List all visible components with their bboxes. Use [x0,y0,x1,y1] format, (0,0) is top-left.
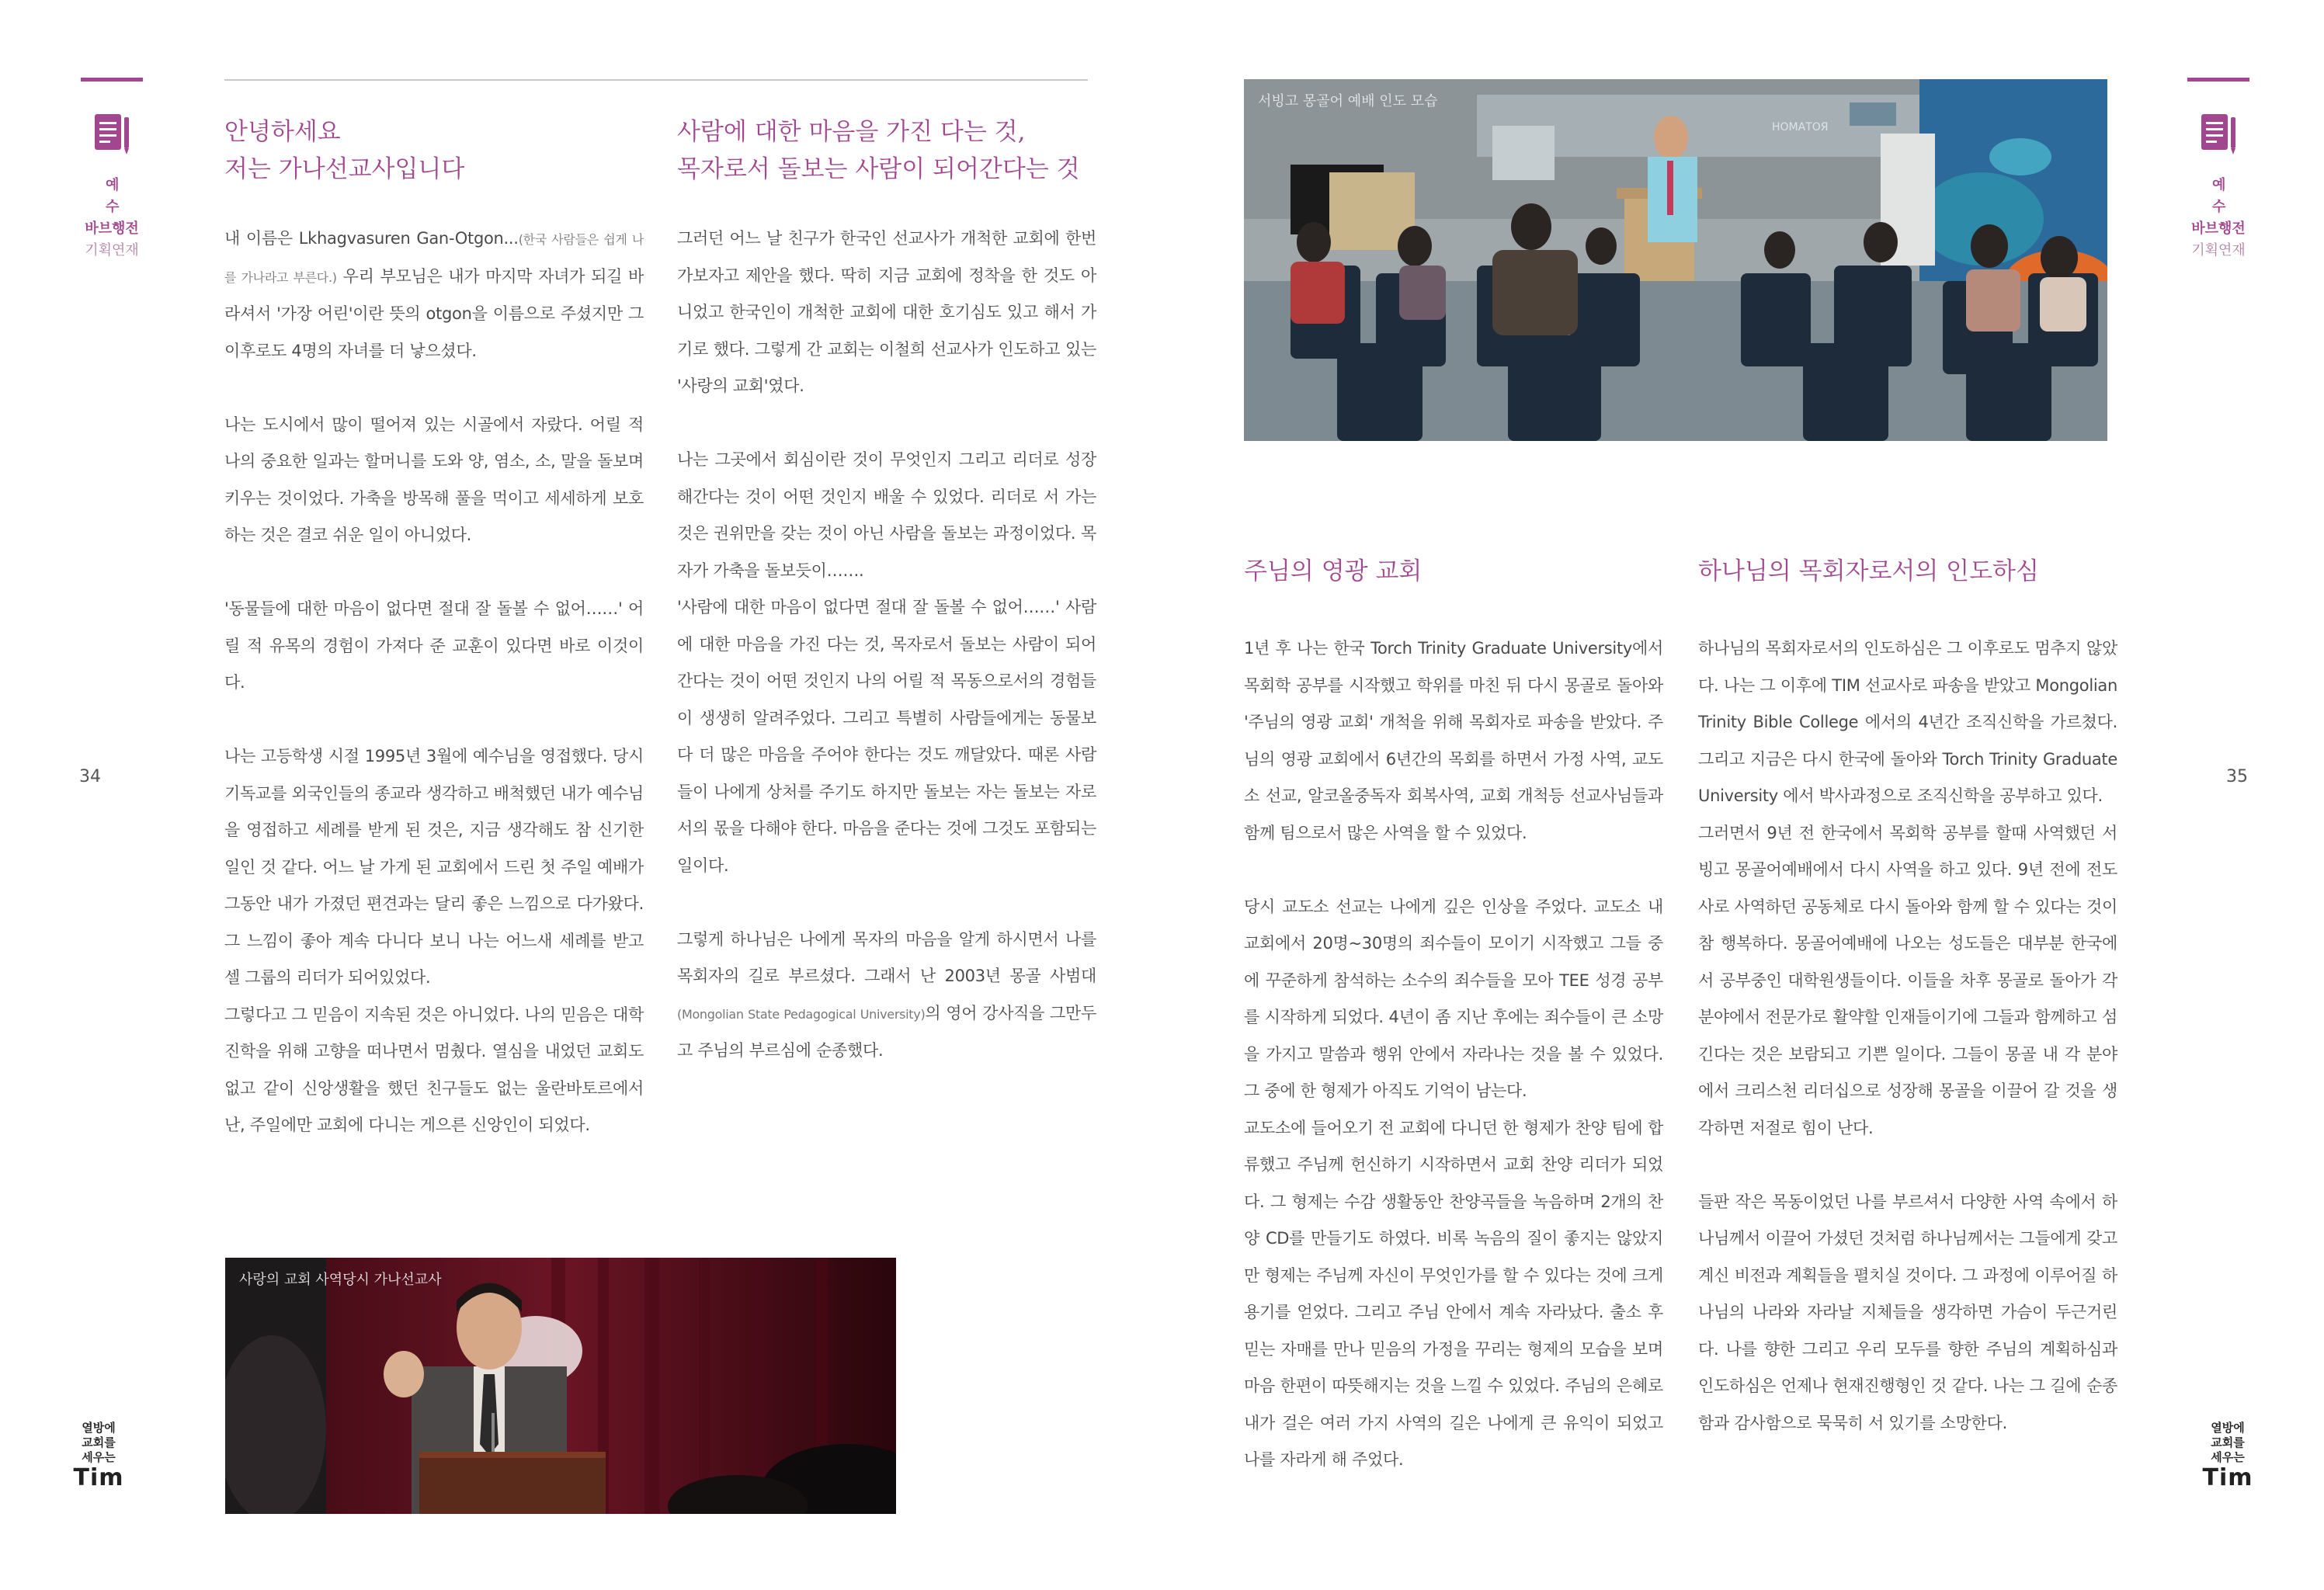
page-number-left: 34 [79,767,101,786]
paragraph-text: 내 이름은 Lkhagvasuren Gan-Otgon... [224,229,519,248]
series-tab-line2: 바브행전 [85,220,139,237]
brand-line3: 세우는 [82,1450,116,1464]
document-pen-icon [2200,113,2237,161]
paragraph: '동물들에 대한 마음이 없다면 절대 잘 돌볼 수 없어……' 어릴 적 유목의 경험이 가져다 준 교훈이 있다면 바로 이것이다. [224,599,644,692]
paragraph: 1년 후 나는 한국 Torch Trinity Graduate University에서 목회학 공부를 시작했고 학위를 마친 뒤 다시 몽골로 돌아와 '주님의 영광 교회' 개척을 위해 목회자로 파송을 받았다. 주님의 영광 교회에서 6년간의 목회를 하면서 가정 사역, 교도소 선교, 알코올중독자 회복사역, 교회 개척등 선교사님들과 함께 팀으로서 많은 사역을 할 수 있었다. [1244,639,1663,842]
section-title-caring [677,113,1096,188]
left-column-2 [677,113,1096,1070]
brand-tim-logo: Tim [73,1464,124,1491]
brand-line2: 교회를 [2211,1436,2245,1449]
paragraph: 그렇다고 그 믿음이 지속된 것은 아니었다. 나의 믿음은 대학 진학을 위해 고향을 떠나면서 멈췄다. 열심을 내었던 교회도 없고 같이 신앙생활을 했던 친구들도 없는 울란바토르에서 난, 주일에만 교회에 다니는 게으른 신앙인이 되었다. [224,1005,644,1134]
series-tab-line1: 예수 [106,177,144,215]
paragraph: 당시 교도소 선교는 나에게 깊은 인상을 주었다. 교도소 내 교회에서 20명~30명의 죄수들이 모이기 시작했고 그들 중에 꾸준하게 참석하는 소수의 죄수들을 모아 TEE 성경 공부를 시작하게 되었다. 4년이 좀 지난 후에는 죄수들이 큰 소망을 가지고 말씀과 행위 안에서 자라나는 것을 볼 수 있었다. 그 중에 한 형제가 아직도 기억이 남는다. [1244,897,1663,1100]
section-title-caring-line1: 사람에 대한 마음을 가진 다는 것, [677,118,1026,146]
header-rule [224,79,1088,81]
paragraph: 나는 고등학생 시절 1995년 3월에 예수님을 영접했다. 당시 기독교를 외국인들의 종교라 생각하고 배척했던 내가 예수님을 영접하고 세례를 받게 된 것은, 지금 생각해도 참 신기한 일인 것 같다. 어느 날 가게 된 교회에서 드린 첫 주일 예배가 그동안 내가 가졌던 편견과는 달리 좋은 느낌으로 다가왔다. 그 느낌이 좋아 계속 다니다 보니 나는 어느새 세례를 받고 셀 그룹의 리더가 되어있었다. [224,747,644,987]
paragraph [677,922,1096,1070]
series-tab-line3: 기획연재 [2191,242,2246,259]
paragraph: 나는 그곳에서 회심이란 것이 무엇인지 그리고 리더로 성장해간다는 것이 어떤 것인지 배울 수 있었다. 리더로 서 가는 것은 권위만을 갖는 것이 아닌 사람을 돌보는 과정이었다. 목자가 가축을 돌보듯이……. [677,450,1096,580]
section-title-caring-line2: 목자로서 돌보는 사람이 되어간다는 것 [677,155,1080,183]
paragraph-note: (한국 사람들은 쉽게 나를 가나라고 부른다.) [224,232,644,285]
left-column-1 [224,113,644,1144]
photo-caption-right: 서빙고 몽골어 예배 인도 모습 [1258,93,1438,109]
document-pen-icon [93,113,130,161]
brand-line1: 열방에 [82,1421,116,1435]
page-number-right: 35 [2226,767,2248,786]
photo-worship-image [1244,79,2107,441]
section-title-guidance: 하나님의 목회자로서의 인도하심 [1698,557,2039,585]
paragraph: 그러던 어느 날 친구가 한국인 선교사가 개척한 교회에 한번 가보자고 제안을 했다. 딱히 지금 교회에 정착을 한 것도 아니었고 한국인이 개척한 교회에 대한 호기심도 있고 해서 가기로 했다. 그렇게 간 교회는 이철희 선교사가 인도하고 있는 '사랑의 교회'였다. [677,229,1096,395]
section-title-intro-line1: 안녕하세요 [224,118,341,146]
series-tab-bar [2187,78,2249,82]
paragraph-text: 의 영어 강사직을 그만두고 주님의 부르심에 순종했다. [677,1003,1096,1060]
photo-preacher [225,1258,896,1514]
paragraph-text: 그렇게 하나님은 나에게 목자의 마음을 알게 하시면서 나를 목회자의 길로 부르셨다. 그래서 난 2003년 몽골 사범대 [677,929,1096,985]
photo-preacher-image [225,1258,896,1514]
paragraph [224,220,644,370]
section-title-glory-church: 주님의 영광 교회 [1244,557,1423,585]
series-tab-right [2187,78,2249,262]
photo-worship-service [1244,79,2107,441]
paragraph: 교도소에 들어오기 전 교회에 다니던 한 형제가 찬양 팀에 합류했고 주님께 헌신하기 시작하면서 교회 찬양 리더가 되었다. 그 형제는 수감 생활동안 찬양곡들을 녹음하며 2개의 찬양 CD를 만들기도 하였다. 비록 녹음의 질이 좋지는 않았지만 형제는 주님께 자신이 무엇인가를 할 수 있다는 것에 크게 용기를 얻었다. 그리고 주님 안에서 계속 자라났다. 출소 후 믿는 자매를 만나 믿음의 가정을 꾸리는 형제의 모습을 보며 마음 한편이 따뜻해지는 것을 느낄 수 있었다. 주님의 은혜로 내가 걸은 여러 가지 사역의 길은 나에게 큰 유익이 되었고 나를 자라게 해 주었다. [1244,1118,1663,1469]
brand-logo-right [2193,1421,2263,1491]
paragraph: 그러면서 9년 전 한국에서 목회학 공부를 할때 사역했던 서빙고 몽골어예배에서 다시 사역을 하고 있다. 9년 전에 전도사로 사역하던 공동체로 다시 돌아와 함께 할 수 있다는 것이 참 행복하다. 몽골어예배에 나오는 성도들은 대부분 한국에서 공부중인 대학원생들이다. 이들을 차후 몽골로 돌아가 각 분야에서 전문가로 활약할 인재들이기에 그들과 함께하고 섬긴다는 것은 보람되고 기쁜 일이다. 그들이 몽골 내 각 분야에서 크리스천 리더십으로 성장해 몽골을 이끌어 갈 것을 생각하면 저절로 힘이 난다. [1698,823,2117,1137]
photo-caption-left: 사랑의 교회 사역당시 가나선교사 [239,1272,442,1288]
paragraph: '사람에 대한 마음이 없다면 절대 잘 돌볼 수 없어……' 사람에 대한 마음을 가진 다는 것, 목자로서 돌보는 사람이 되어간다는 것이 어떤 것인지 나의 어릴 적 목동으로서의 경험들이 생생히 알려주었다. 그리고 특별히 사람들에게는 동물보다 더 많은 마음을 주어야 한다는 것도 깨달았다. 때론 사람들이 나에게 상처를 주기도 하지만 돌보는 자는 돌보는 자로서의 몫을 다해야 한다. 마음을 준다는 것에 그것도 포함되는 일이다. [677,598,1096,875]
right-page [1162,0,2324,1590]
right-column-2 [1698,553,2117,1442]
photo-banner-text: НОМАТОЯ [1772,121,1829,134]
paragraph-text: 우리 부모님은 내가 마지막 자녀가 되길 바라셔서 '가장 어린'이란 뜻의 otgon을 이름으로 주셨지만 그 이후로도 4명의 자녀를 더 낳으셨다. [224,266,644,360]
section-title-intro [224,113,644,188]
series-tab-bar [81,78,143,82]
brand-line1: 열방에 [2211,1421,2245,1435]
paragraph-note: (Mongolian State Pedagogical University) [677,1006,926,1022]
series-tab-line2: 바브행전 [2191,220,2246,237]
brand-line3: 세우는 [2211,1450,2245,1464]
section-title-intro-line2: 저는 가나선교사입니다 [224,155,465,183]
paragraph: 들판 작은 목동이었던 나를 부르셔서 다양한 사역 속에서 하나님께서 이끌어 가셨던 것처럼 하나님께서는 그들에게 갖고 계신 비전과 계획들을 펼치실 것이다. 그 과정에 이루어질 하나님의 나라와 자라날 지체들을 생각하면 가슴이 두근거린다. 나를 향한 그리고 우리 모두를 향한 주님의 계획하심과 인도하심은 언제나 현재진행형인 것 같다. 나는 그 길에 순종함과 감사함으로 묵묵히 서 있기를 소망한다. [1698,1192,2117,1432]
series-tab-line1: 예수 [2212,177,2251,215]
brand-line2: 교회를 [82,1436,116,1449]
series-tab-left [81,78,143,262]
brand-tim-logo: Tim [2202,1464,2253,1491]
paragraph: 나는 도시에서 많이 떨어져 있는 시골에서 자랐다. 어릴 적 나의 중요한 일과는 할머니를 도와 양, 염소, 소, 말을 돌보며 키우는 것이었다. 가축을 방목해 풀을 먹이고 세세하게 보호하는 것은 결코 쉬운 일이 아니었다. [224,415,644,544]
brand-logo-left [64,1421,134,1491]
right-column-1 [1244,553,1663,1479]
series-tab-line3: 기획연재 [85,242,139,259]
paragraph: 하나님의 목회자로서의 인도하심은 그 이후로도 멈추지 않았다. 나는 그 이후에 TIM 선교사로 파송을 받았고 Mongolian Trinity Bible College 에서의 4년간 조직신학을 가르쳤다. 그리고 지금은 다시 한국에 돌아와 Torch Trinity Graduate University 에서 박사과정으로 조직신학을 공부하고 있다. [1698,639,2117,805]
